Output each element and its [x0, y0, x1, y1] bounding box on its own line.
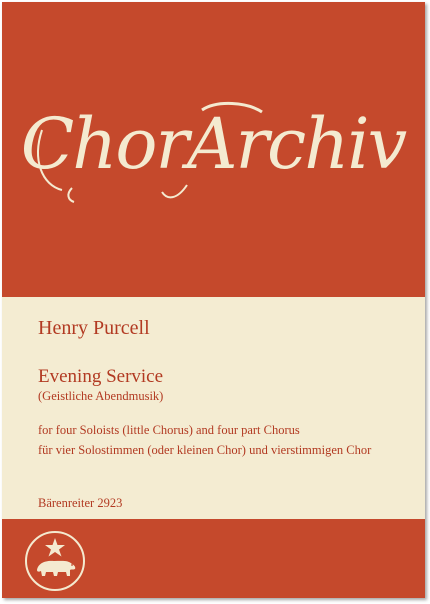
flourish-bottom	[162, 185, 187, 197]
work-subtitle: (Geistliche Abendmusik)	[38, 389, 164, 403]
series-title	[2, 90, 425, 210]
work-title: Evening Service	[38, 366, 164, 387]
series-title-lettering	[2, 90, 425, 210]
title-panel	[2, 297, 425, 519]
flourish-bottom-left	[68, 188, 74, 202]
edition-number: Bärenreiter 2923	[38, 496, 123, 510]
scoring-english: for four Soloists (little Chorus) and four part Chorus	[38, 423, 300, 437]
score-cover	[2, 2, 425, 598]
composer: Henry Purcell	[38, 317, 150, 339]
baerenreiter-bear-star-icon	[24, 530, 86, 592]
series-title-text: ChorArchiv	[20, 103, 406, 185]
scoring-german: für vier Solostimmen (oder kleinen Chor) und vierstimmigen Chor	[38, 443, 372, 457]
